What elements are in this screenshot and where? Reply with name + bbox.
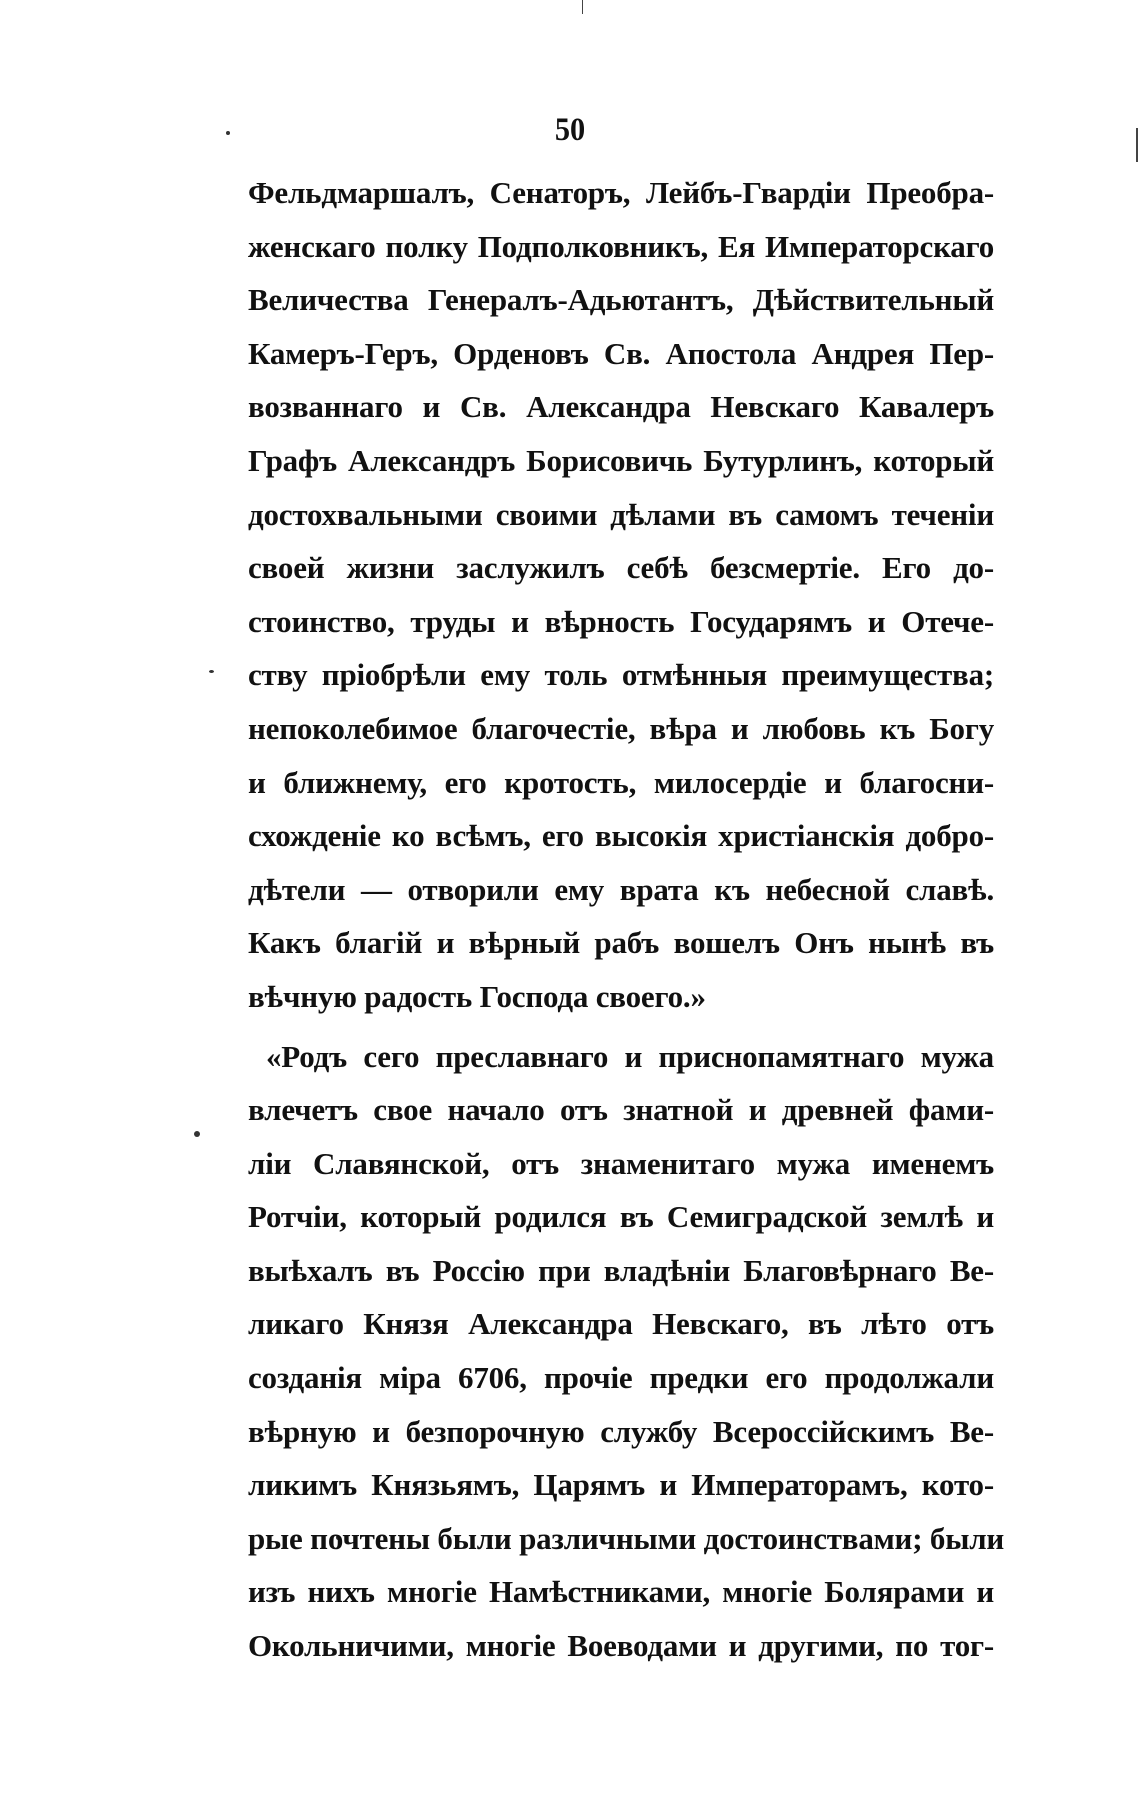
text-line: своей жизни заслужилъ себѣ безсмертіе. Его до- [248,550,994,586]
top-edge-mark [582,0,583,14]
text-line: «Родъ сего преславнаго и приснопамятнаго мужа [266,1038,994,1074]
paragraph [248,1030,1005,1673]
text-line: ликаго Князя Александра Невскаго, въ лѣто отъ [248,1306,994,1342]
text-line: выѣхалъ въ Россію при владѣніи Благовѣрнаго Ве- [248,1252,994,1288]
margin-speck [194,1131,200,1137]
text-line: Ротчіи, который родился въ Семиградской землѣ и [248,1199,994,1235]
paragraph [248,166,994,1024]
text-line: стоинство, труды и вѣрность Государямъ и Отече- [248,603,994,639]
text-line: дѣтели — отворили ему врата къ небесной славѣ. [248,871,994,907]
right-edge-mark [1136,128,1138,162]
text-line: Величества Генералъ-Адьютантъ, Дѣйствительный [248,282,994,318]
text-line: изъ нихъ многіе Намѣстниками, многіе Болярами и [248,1574,994,1610]
text-line: Графъ Александръ Борисовичь Бутурлинъ, который [248,442,994,478]
text-line: женскаго полку Подполковникъ, Ея Императорскаго [248,228,994,264]
text-line: влечетъ свое начало отъ знатной и древней фами- [248,1092,994,1128]
text-line: ликимъ Князьямъ, Царямъ и Императорамъ, кото- [248,1467,994,1503]
text-line: Фельдмаршалъ, Сенаторъ, Лейбъ-Гвардіи Преобра- [248,175,994,210]
text-line: непоколебимое благочестіе, вѣра и любовь къ Богу [248,710,994,746]
text-line: и ближнему, его кротость, милосердіе и благосни- [248,764,994,800]
text-line: Окольничими, многіе Воеводами и другими, по тог- [248,1628,994,1664]
text-line: созданія міра 6706, прочіе предки его продолжали [248,1360,994,1396]
text-line: рые почтены были различными достоинствами; были [248,1520,1005,1556]
body-text [248,166,1005,1673]
text-line: ліи Славянской, отъ знаменитаго мужа именемъ [248,1145,994,1181]
text-line: схожденіе ко всѣмъ, его высокія христіанскія добро- [248,818,994,854]
text-line: вѣрную и безпорочную службу Всероссійскимъ Ве- [248,1413,994,1449]
page-number: 50 [554,112,586,148]
margin-speck [209,670,214,673]
text-line: Камеръ-Геръ, Орденовъ Св. Апостола Андрея Пер- [248,335,994,371]
text-line: ству пріобрѣли ему толь отмѣнныя преимущества; [248,657,994,693]
text-line: вѣчную радость Господа своего.» [248,978,706,1014]
text-line: Какъ благій и вѣрный рабъ вошелъ Онъ нынѣ въ [248,925,994,961]
text-line: достохвальными своими дѣлами въ самомъ теченіи [248,496,994,532]
text-line: возваннаго и Св. Александра Невскаго Кавалеръ [248,389,994,425]
